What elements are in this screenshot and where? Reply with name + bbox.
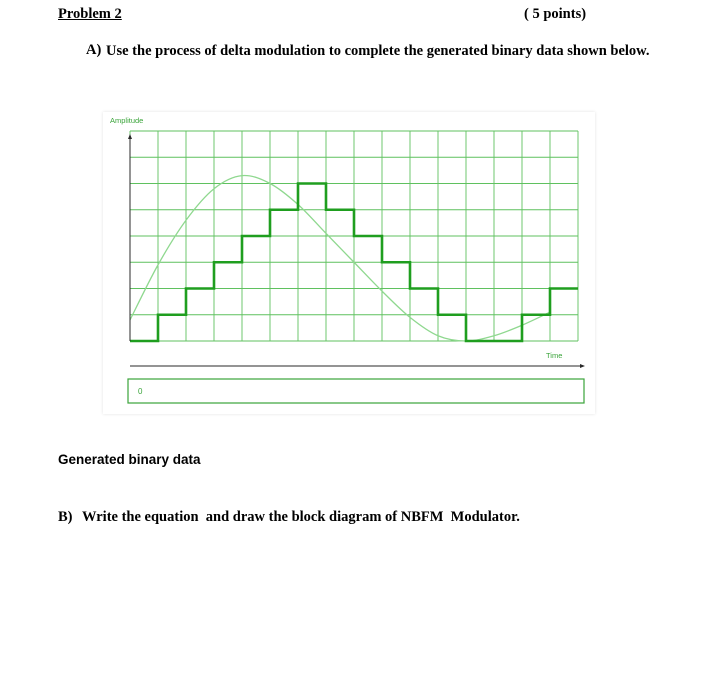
points-label: ( 5 points) (524, 6, 587, 22)
generated-binary-data-label: Generated binary data (58, 452, 201, 467)
binary-data-box[interactable] (128, 379, 584, 403)
delta-modulation-chart (103, 112, 595, 414)
part-a-question: Use the process of delta modulation to complete the generated binary data shown below. (106, 43, 650, 59)
part-b-label: B) (58, 509, 73, 525)
problem-title: Problem 2 (58, 6, 122, 22)
y-axis-arrow (128, 134, 132, 139)
part-a-label: A) (86, 42, 102, 58)
first-bit-value: 0 (138, 387, 143, 396)
chart-axes (128, 134, 585, 368)
part-b-question: Write the equation and draw the block diagram of NBFM Modulator. (82, 509, 520, 525)
delta-modulation-figure (103, 112, 595, 414)
analog-signal-curve (130, 176, 550, 341)
x-axis-label: Time (546, 351, 563, 360)
x-axis-arrow (580, 364, 585, 368)
y-axis-label: Amplitude (110, 116, 144, 125)
